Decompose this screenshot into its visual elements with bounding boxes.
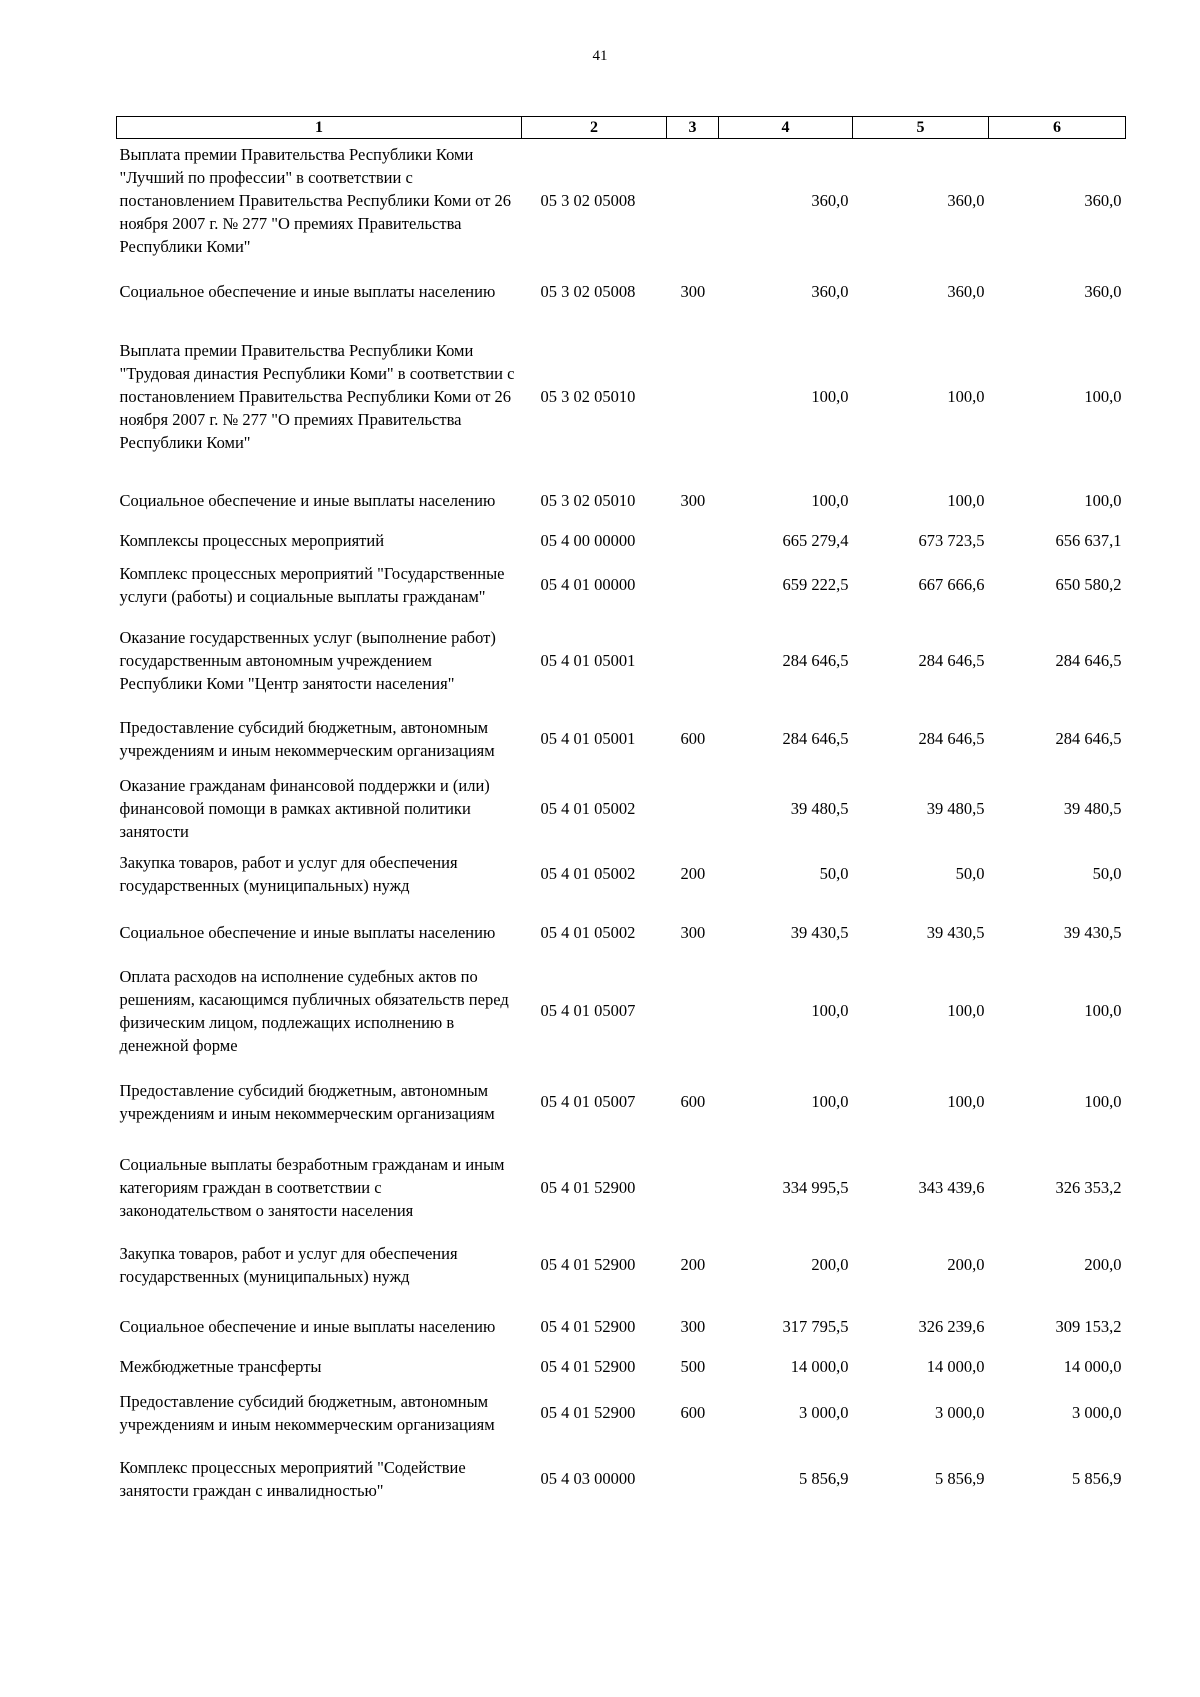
row-value-col-6: 100,0 xyxy=(1084,387,1122,406)
table-row xyxy=(117,1059,1126,1145)
row-expense-type: 200 xyxy=(680,864,706,883)
table-row xyxy=(117,1145,1126,1231)
row-expense-type xyxy=(667,1447,719,1511)
table-row xyxy=(117,263,1126,321)
table-row xyxy=(117,705,1126,773)
row-value-col-5: 284 646,5 xyxy=(918,729,985,748)
row-value-col-6: 3 000,0 xyxy=(1072,1403,1122,1422)
row-value-col-6: 100,0 xyxy=(1084,1001,1122,1020)
row-name: Закупка товаров, работ и услуг для обеспечения государственных (муниципальных) нужд xyxy=(119,1243,458,1286)
row-name: Оказание гражданам финансовой поддержки и (или) финансовой помощи в рамках активной политики занятости xyxy=(119,776,490,841)
row-expense-type: 300 xyxy=(680,491,706,510)
row-code: 05 4 01 52900 xyxy=(540,1403,636,1422)
table-row xyxy=(117,139,1126,263)
row-code: 05 4 01 52900 xyxy=(540,1357,636,1376)
row-code: 05 3 02 05008 xyxy=(540,282,636,301)
header-col-6: 6 xyxy=(989,117,1126,139)
row-expense-type xyxy=(667,617,719,705)
table-row xyxy=(117,1355,1126,1379)
row-value-col-6: 100,0 xyxy=(1084,1092,1122,1111)
row-value-col-5: 326 239,6 xyxy=(918,1317,985,1336)
row-value-col-4: 39 480,5 xyxy=(790,799,849,818)
row-code: 05 4 01 05001 xyxy=(540,651,636,670)
row-name: Межбюджетные трансферты xyxy=(119,1357,322,1376)
row-code: 05 3 02 05008 xyxy=(540,191,636,211)
row-value-col-4: 284 646,5 xyxy=(782,651,849,670)
table-row xyxy=(117,1299,1126,1355)
table-row xyxy=(117,617,1126,705)
row-value-col-4: 100,0 xyxy=(811,1001,849,1020)
row-value-col-4: 14 000,0 xyxy=(790,1357,849,1376)
row-name: Выплата премии Правительства Республики Коми "Трудовая династия Республики Коми" в соответствии с постановлением Правительства Республики Коми от 26 ноября 2007 г. № 277 "О премиях Правительства Республики Коми" xyxy=(119,341,515,452)
row-code: 05 4 01 52900 xyxy=(540,1178,636,1197)
row-value-col-4: 360,0 xyxy=(811,282,849,301)
row-name: Социальные выплаты безработным гражданам и иным категориям граждан в соответствии с законодательством о занятости населения xyxy=(119,1155,505,1220)
row-name: Предоставление субсидий бюджетным, автономным учреждениям и иным некоммерческим организациям xyxy=(119,1080,495,1123)
row-value-col-6: 360,0 xyxy=(1084,282,1122,301)
row-expense-type: 600 xyxy=(680,1403,706,1422)
header-col-2: 2 xyxy=(522,117,667,139)
row-value-col-6: 200,0 xyxy=(1084,1255,1122,1274)
row-value-col-5: 39 430,5 xyxy=(926,923,985,942)
row-expense-type: 600 xyxy=(680,1092,706,1111)
row-value-col-6: 39 480,5 xyxy=(1063,799,1122,818)
row-name: Социальное обеспечение и иные выплаты населению xyxy=(119,1317,496,1336)
row-code: 05 4 01 00000 xyxy=(540,575,636,594)
row-name: Комплекс процессных мероприятий "Государственные услуги (работы) и социальные выплаты гражданам" xyxy=(119,563,505,606)
row-value-col-5: 360,0 xyxy=(947,191,985,211)
row-name: Комплексы процессных мероприятий xyxy=(119,531,385,550)
row-expense-type xyxy=(667,139,719,263)
row-expense-type xyxy=(667,1145,719,1231)
row-name: Комплекс процессных мероприятий "Содействие занятости граждан с инвалидностью" xyxy=(119,1457,466,1500)
row-code: 05 4 01 05002 xyxy=(540,864,636,883)
row-value-col-4: 50,0 xyxy=(819,864,849,883)
row-value-col-5: 343 439,6 xyxy=(918,1178,985,1197)
row-code: 05 4 01 05002 xyxy=(540,799,636,818)
row-value-col-4: 39 430,5 xyxy=(790,923,849,942)
table-row xyxy=(117,1379,1126,1447)
row-value-col-4: 284 646,5 xyxy=(782,729,849,748)
row-value-col-4: 317 795,5 xyxy=(782,1317,849,1336)
row-value-col-4: 3 000,0 xyxy=(799,1403,849,1422)
row-value-col-6: 309 153,2 xyxy=(1055,1317,1122,1336)
table-row xyxy=(117,963,1126,1059)
row-name: Предоставление субсидий бюджетным, автономным учреждениям и иным некоммерческим организациям xyxy=(119,717,495,760)
row-value-col-6: 284 646,5 xyxy=(1055,651,1122,670)
row-expense-type: 600 xyxy=(680,729,706,748)
row-value-col-5: 100,0 xyxy=(947,387,985,406)
row-value-col-4: 100,0 xyxy=(811,387,849,406)
row-value-col-5: 100,0 xyxy=(947,1001,985,1020)
row-value-col-5: 673 723,5 xyxy=(918,531,985,550)
table-body xyxy=(117,139,1126,1511)
header-col-1: 1 xyxy=(117,117,522,139)
row-value-col-4: 665 279,4 xyxy=(782,531,849,550)
table-row xyxy=(117,903,1126,963)
row-expense-type: 200 xyxy=(680,1255,706,1274)
row-name: Выплата премии Правительства Республики Коми "Лучший по профессии" в соответствии с постановлением Правительства Республики Коми от 26 ноября 2007 г. № 277 "О премиях Правительства Республики Коми" xyxy=(119,145,512,257)
row-value-col-5: 3 000,0 xyxy=(935,1403,985,1422)
table-row xyxy=(117,473,1126,529)
row-value-col-6: 656 637,1 xyxy=(1055,531,1122,550)
row-expense-type: 300 xyxy=(680,282,706,301)
row-value-col-6: 326 353,2 xyxy=(1055,1178,1122,1197)
row-name: Социальное обеспечение и иные выплаты населению xyxy=(119,491,496,510)
row-value-col-4: 100,0 xyxy=(811,1092,849,1111)
budget-table xyxy=(116,116,1126,1511)
table-row xyxy=(117,529,1126,553)
row-value-col-6: 50,0 xyxy=(1092,864,1122,883)
row-name: Социальное обеспечение и иные выплаты населению xyxy=(119,923,496,942)
row-value-col-6: 360,0 xyxy=(1084,191,1122,211)
table-row xyxy=(117,321,1126,473)
row-value-col-5: 39 480,5 xyxy=(926,799,985,818)
row-expense-type: 500 xyxy=(680,1357,706,1376)
row-value-col-5: 100,0 xyxy=(947,491,985,510)
column-number-header xyxy=(117,117,1126,139)
row-expense-type xyxy=(667,773,719,845)
row-name: Оказание государственных услуг (выполнение работ) государственным автономным учреждением Республики Коми "Центр занятости населения" xyxy=(119,628,496,693)
row-code: 05 4 00 00000 xyxy=(540,531,636,550)
row-code: 05 4 01 52900 xyxy=(540,1317,636,1336)
row-value-col-5: 284 646,5 xyxy=(918,651,985,670)
row-code: 05 4 01 52900 xyxy=(540,1255,636,1274)
header-col-4: 4 xyxy=(719,117,853,139)
table-row xyxy=(117,1447,1126,1511)
row-name: Закупка товаров, работ и услуг для обеспечения государственных (муниципальных) нужд xyxy=(119,852,458,895)
row-name: Оплата расходов на исполнение судебных актов по решениям, касающимся публичных обязательств перед физическим лицом, подлежащих исполнению в денежной форме xyxy=(119,966,509,1055)
row-expense-type xyxy=(667,529,719,553)
row-value-col-5: 360,0 xyxy=(947,282,985,301)
row-value-col-5: 5 856,9 xyxy=(935,1469,985,1488)
row-expense-type xyxy=(667,553,719,617)
row-value-col-4: 200,0 xyxy=(811,1255,849,1274)
table-row xyxy=(117,1231,1126,1299)
row-value-col-6: 650 580,2 xyxy=(1055,575,1122,594)
row-code: 05 3 02 05010 xyxy=(540,387,636,406)
row-code: 05 4 03 00000 xyxy=(540,1469,636,1488)
row-value-col-6: 5 856,9 xyxy=(1072,1469,1122,1488)
header-col-3: 3 xyxy=(667,117,719,139)
row-value-col-4: 100,0 xyxy=(811,491,849,510)
row-value-col-6: 14 000,0 xyxy=(1063,1357,1122,1376)
row-value-col-6: 284 646,5 xyxy=(1055,729,1122,748)
header-col-5: 5 xyxy=(853,117,989,139)
row-name: Социальное обеспечение и иные выплаты населению xyxy=(119,282,496,301)
row-code: 05 4 01 05001 xyxy=(540,729,636,748)
row-expense-type: 300 xyxy=(680,1317,706,1336)
row-expense-type xyxy=(667,321,719,473)
row-code: 05 4 01 05007 xyxy=(540,1001,636,1020)
row-value-col-6: 39 430,5 xyxy=(1063,923,1122,942)
row-value-col-5: 200,0 xyxy=(947,1255,985,1274)
page-number: 41 xyxy=(592,48,608,64)
row-value-col-5: 50,0 xyxy=(955,864,985,883)
row-value-col-6: 100,0 xyxy=(1084,491,1122,510)
row-code: 05 3 02 05010 xyxy=(540,491,636,510)
table-row xyxy=(117,845,1126,903)
row-name: Предоставление субсидий бюджетным, автономным учреждениям и иным некоммерческим организациям xyxy=(119,1391,495,1434)
row-expense-type: 300 xyxy=(680,923,706,942)
table-row xyxy=(117,773,1126,845)
row-code: 05 4 01 05007 xyxy=(540,1092,636,1111)
row-code: 05 4 01 05002 xyxy=(540,923,636,942)
row-value-col-5: 667 666,6 xyxy=(918,575,985,594)
row-value-col-5: 14 000,0 xyxy=(926,1357,985,1376)
row-value-col-5: 100,0 xyxy=(947,1092,985,1111)
row-value-col-4: 334 995,5 xyxy=(782,1178,849,1197)
row-value-col-4: 5 856,9 xyxy=(799,1469,849,1488)
row-value-col-4: 360,0 xyxy=(811,191,849,211)
row-value-col-4: 659 222,5 xyxy=(782,575,849,594)
row-expense-type xyxy=(667,963,719,1059)
table-row xyxy=(117,553,1126,617)
